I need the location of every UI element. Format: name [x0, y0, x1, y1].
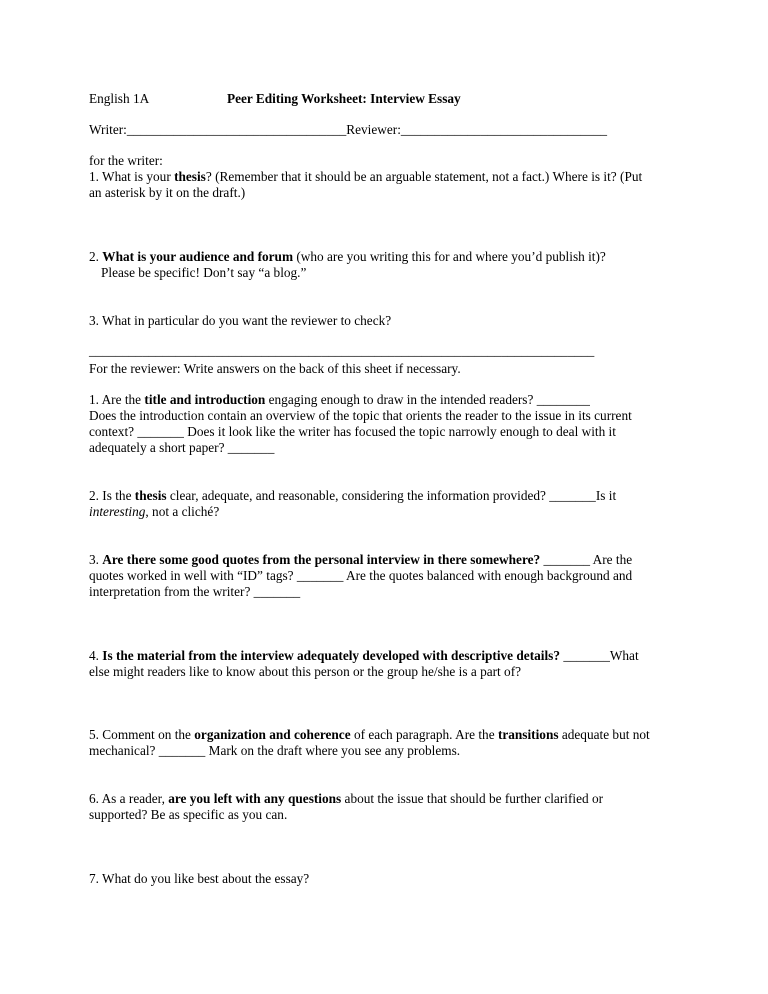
- reviewer-question-1-line-1: 1. Are the title and introduction engaging enough to draw in the intended readers? ________: [89, 392, 590, 407]
- reviewer-question-3-line-2: quotes worked in well with “ID” tags? _______ Are the quotes balanced with enough background and: [89, 568, 633, 583]
- reviewer-question-4-line-1: 4. Is the material from the interview adequately developed with descriptive details? _______What: [89, 648, 639, 663]
- writer-question-1-line-1: 1. What is your thesis? (Remember that it should be an arguable statement, not a fact.) Where is it? (Put: [89, 169, 643, 184]
- writer-section-heading: for the writer:: [89, 153, 163, 168]
- reviewer-name-blank[interactable]: _______________________________: [400, 122, 608, 137]
- reviewer-question-7: 7. What do you like best about the essay?: [89, 871, 310, 886]
- reviewer-question-3-line-3: interpretation from the writer? _______: [89, 584, 301, 599]
- writer-question-2-line-2: Please be specific! Don’t say “a blog.”: [101, 265, 307, 280]
- writer-question-3: 3. What in particular do you want the reviewer to check?: [89, 313, 392, 328]
- reviewer-question-4-line-2: else might readers like to know about this person or the group he/she is a part of?: [89, 664, 522, 679]
- reviewer-question-1-line-2: Does the introduction contain an overview of the topic that orients the reader to the issue in its current: [89, 408, 632, 423]
- writer-name-blank[interactable]: _________________________________: [126, 122, 347, 137]
- reviewer-question-2-line-1: 2. Is the thesis clear, adequate, and reasonable, considering the information provided? _______Is it: [89, 488, 617, 503]
- reviewer-section-heading: For the reviewer: Write answers on the back of this sheet if necessary.: [89, 361, 461, 376]
- reviewer-question-5-line-1: 5. Comment on the organization and coherence of each paragraph. Are the transitions adequate but not: [89, 727, 650, 742]
- header: [89, 91, 461, 107]
- writer-question-2-line-1: 2. What is your audience and forum (who are you writing this for and where you’d publish it)?: [89, 249, 606, 264]
- writer-question-1-line-2: an asterisk by it on the draft.): [89, 185, 246, 200]
- reviewer-label: Reviewer:: [346, 122, 401, 137]
- section-divider: ____________________________________________________________________________: [89, 343, 595, 358]
- reviewer-question-1-line-3: context? _______ Does it look like the writer has focused the topic narrowly enough to deal with it: [89, 424, 616, 439]
- reviewer-question-6-line-2: supported? Be as specific as you can.: [89, 807, 288, 822]
- course-name: English 1A: [89, 91, 150, 106]
- reviewer-question-6-line-1: 6. As a reader, are you left with any questions about the issue that should be further clarified or: [89, 791, 604, 806]
- reviewer-question-3-line-1: 3. Are there some good quotes from the personal interview in there somewhere? _______ Are the: [89, 552, 633, 567]
- name-fields: [89, 122, 607, 138]
- reviewer-question-5-line-2: mechanical? _______ Mark on the draft where you see any problems.: [89, 743, 461, 758]
- writer-label: Writer:: [89, 122, 127, 137]
- reviewer-question-1-line-4: adequately a short paper? _______: [89, 440, 275, 455]
- worksheet-title: Peer Editing Worksheet: Interview Essay: [227, 91, 461, 106]
- reviewer-question-2-line-2: interesting, not a cliché?: [89, 504, 220, 519]
